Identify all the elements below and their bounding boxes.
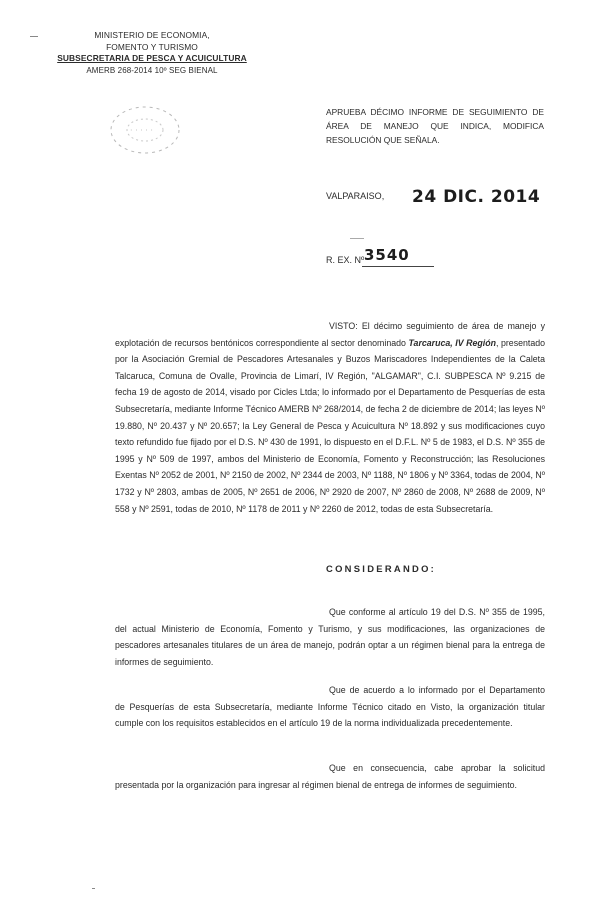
exempt-resolution-number: 3540 — [364, 246, 410, 264]
subsecretary-name: SUBSECRETARIA DE PESCA Y ACUICULTURA — [57, 53, 247, 63]
paragraph-text: Que en consecuencia, cabe aprobar la solicitud presentada por la organización para ingresar al régimen bienal de entrega de informes de seguimiento. — [115, 763, 545, 790]
scan-speck — [30, 36, 38, 37]
considerando-paragraph-1 — [115, 604, 545, 670]
divider — [350, 238, 364, 239]
considerando-paragraph-3 — [115, 760, 545, 793]
considerando-heading: CONSIDERANDO: — [326, 563, 437, 574]
stamp-seal-icon — [100, 100, 190, 160]
resolution-subject: APRUEBA DÉCIMO INFORME DE SEGUIMIENTO DE ÁREA DE MANEJO QUE INDICA, MODIFICA RESOLUCIÓN QUE SEÑALA. — [326, 107, 544, 145]
visto-paragraph — [115, 318, 545, 517]
visto-place-name: Tarcaruca, IV Región — [408, 337, 496, 348]
number-underline — [362, 266, 434, 267]
ministry-branch: FOMENTO Y TURISMO — [106, 41, 198, 52]
exempt-resolution-label: R. EX. Nº — [326, 255, 365, 265]
visto-rest: , presentado por la Asociación Gremial de Pescadores Artesanales y Buzos Mariscadores Independientes de la Caleta Talcaruca, Comuna de Ovalle, Provincia de Limarí, IV Región, "ALGAMAR", C.I. SUBPESCA Nº 9.215 de fecha 19 de agosto de 2014, visado por Cicles Ltda; lo informado por el Departamento de Pesquerías de esta Subsecretaría, mediante Informe Técnico AMERB Nº 268/2014, de fecha 2 de diciembre de 2014; las leyes Nº 19.880, Nº 20.437 y Nº 20.657; la Ley General de Pesca y Acuicultura Nº 18.892 y sus modificaciones cuyo texto refundido fue fijado por el D.S. Nº 430 de 1991, lo dispuesto en el D.F.L. Nº 5 de 1983, el D.S. Nº 355 de 1995 y Nº 509 de 1997, ambos del Ministerio de Economía, Fomento y Reconstrucción; las Resoluciones Exentas Nº 2052 de 2001, Nº 2150 de 2002, Nº 2344 de 2003, Nº 1188, Nº 1806 y Nº 3364, todas de 2004, Nº 1732 y Nº 2803, ambas de 2005, Nº 2651 de 2006, Nº 2920 de 2007, Nº 2860 de 2008, Nº 2688 de 2009, Nº 558 y Nº 2591, todas de 2010, Nº 1178 de 2011 y Nº 2260 de 2012, todas de esta Subsecretaría. — [115, 337, 545, 514]
paragraph-text: Que de acuerdo a lo informado por el Departamento de Pesquerías de esta Subsecretaría, mediante Informe Técnico citado en Visto, la organización titular cumple con los requisitos establecidos en el artículo 19 de la norma individualizada precedentemente. — [115, 685, 545, 729]
considerando-paragraph-2 — [115, 682, 545, 732]
scan-speck — [92, 888, 95, 889]
letterhead — [52, 30, 252, 76]
visto-lead: VISTO: El décimo seguimiento de área de manejo y explotación de recursos bentónicos correspondiente al sector denominado — [115, 321, 545, 348]
ministry-name: MINISTERIO DE ECONOMIA, — [94, 30, 210, 40]
place-label: VALPARAISO, — [326, 191, 385, 201]
paragraph-text: Que conforme al artículo 19 del D.S. Nº 355 de 1995, del actual Ministerio de Economía, Fomento y Turismo, y sus modificaciones, las organizaciones de pescadores artesanales titulares de un área de manejo, podrán optar a un régimen bienal para la entrega de informes de seguimiento. — [115, 607, 545, 667]
amerb-reference: AMERB 268-2014 10º SEG BIENAL — [86, 65, 218, 75]
svg-text:· · · · ·: · · · · · — [130, 126, 153, 135]
stamped-date: 24 DIC. 2014 — [412, 187, 541, 207]
